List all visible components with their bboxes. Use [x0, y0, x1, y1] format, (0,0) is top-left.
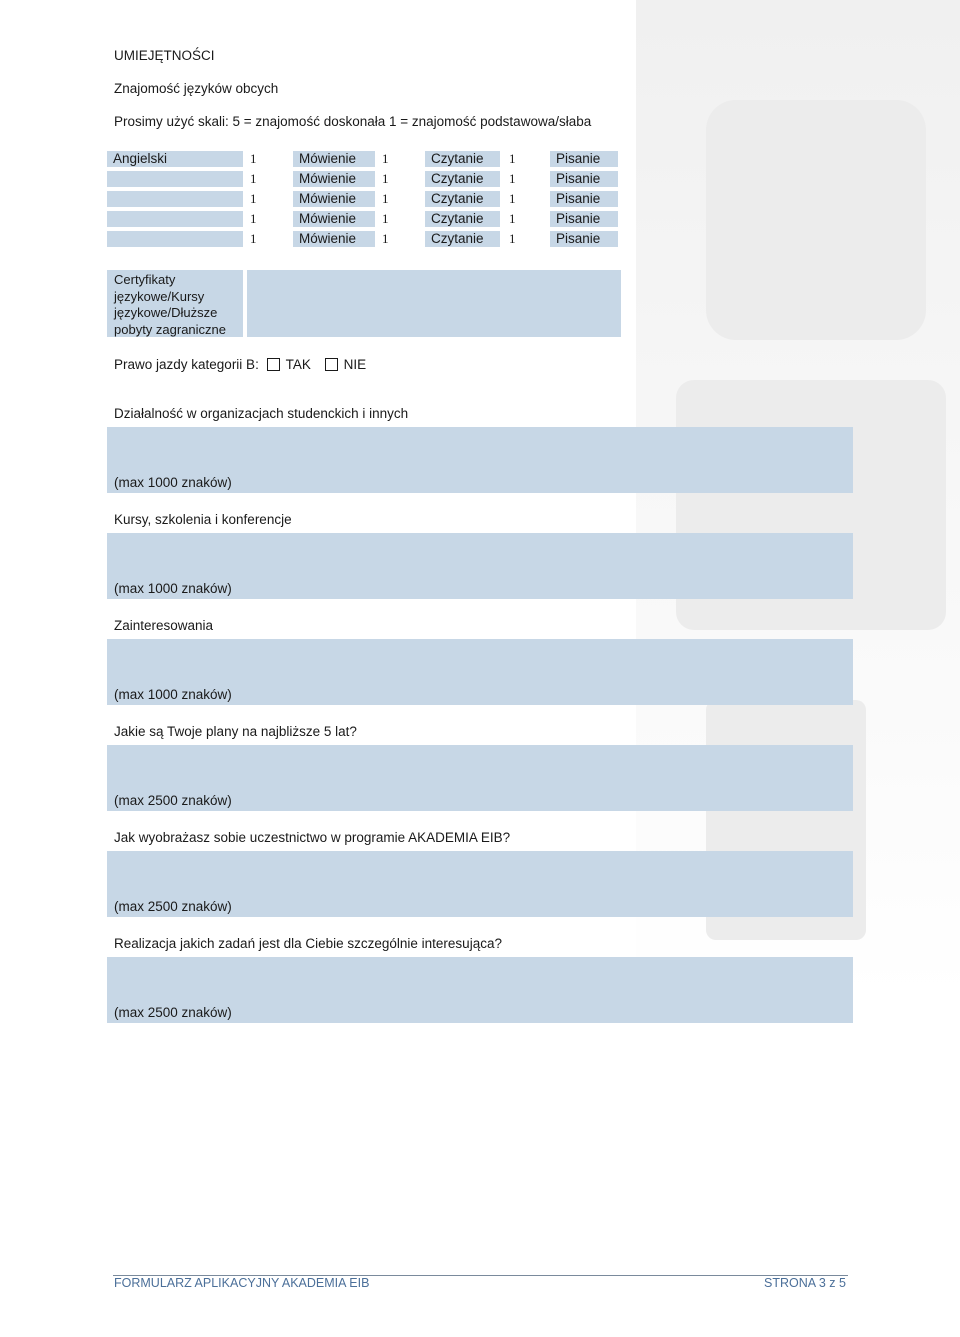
- reading-label: Czytanie: [425, 191, 500, 207]
- char-limit-hint: (max 2500 znaków): [114, 793, 232, 808]
- writing-label: Pisanie: [550, 231, 618, 247]
- writing-score-select[interactable]: 1: [509, 211, 516, 226]
- writing-label: Pisanie: [550, 191, 618, 207]
- reading-label: Czytanie: [425, 211, 500, 227]
- writing-label: Pisanie: [550, 211, 618, 227]
- char-limit-hint: (max 1000 znaków): [114, 687, 232, 702]
- certificates-label-line: Certyfikaty: [114, 272, 176, 287]
- language-name-field[interactable]: [107, 211, 243, 227]
- writing-score-select[interactable]: 1: [509, 171, 516, 186]
- reading-score-select[interactable]: 1: [382, 231, 389, 246]
- speaking-label: Mówienie: [293, 211, 375, 227]
- speaking-score-select[interactable]: 1: [250, 191, 257, 206]
- speaking-label: Mówienie: [293, 231, 375, 247]
- reading-score-select[interactable]: 1: [382, 211, 389, 226]
- reading-label: Czytanie: [425, 231, 500, 247]
- reading-label: Czytanie: [425, 151, 500, 167]
- license-no-checkbox[interactable]: [325, 358, 338, 371]
- speaking-score-select[interactable]: 1: [250, 151, 257, 166]
- certificates-label-line: językowe/Dłuższe: [114, 305, 218, 320]
- field-label-participation: Jak wyobrażasz sobie uczestnictwo w programie AKADEMIA EIB?: [114, 830, 511, 845]
- certificates-label-line: językowe/Kursy: [114, 288, 205, 304]
- language-name-field[interactable]: [107, 171, 243, 187]
- languages-heading: Znajomość języków obcych: [114, 81, 279, 96]
- field-label-interests: Zainteresowania: [114, 618, 214, 633]
- speaking-score-select[interactable]: 1: [250, 171, 257, 186]
- char-limit-hint: (max 1000 znaków): [114, 475, 232, 490]
- license-row: [114, 357, 366, 372]
- scale-note: Prosimy użyć skali: 5 = znajomość doskonała 1 = znajomość podstawowa/słaba: [114, 114, 592, 129]
- organizations-textarea[interactable]: [107, 427, 853, 493]
- tasks-textarea[interactable]: [107, 957, 853, 1023]
- speaking-label: Mówienie: [293, 151, 375, 167]
- reading-label: Czytanie: [425, 171, 500, 187]
- field-label-tasks: Realizacja jakich zadań jest dla Ciebie szczególnie interesująca?: [114, 936, 502, 951]
- writing-score-select[interactable]: 1: [509, 191, 516, 206]
- writing-label: Pisanie: [550, 151, 618, 167]
- char-limit-hint: (max 1000 znaków): [114, 581, 232, 596]
- license-yes-label: TAK: [285, 357, 311, 372]
- writing-label: Pisanie: [550, 171, 618, 187]
- char-limit-hint: (max 2500 znaków): [114, 1005, 232, 1020]
- license-label: Prawo jazdy kategorii B:: [114, 357, 259, 372]
- interests-textarea[interactable]: [107, 639, 853, 705]
- background-watermark: [636, 0, 960, 1000]
- speaking-label: Mówienie: [293, 191, 375, 207]
- footer-form-title: FORMULARZ APLIKACYJNY AKADEMIA EIB: [114, 1276, 370, 1290]
- writing-score-select[interactable]: 1: [509, 231, 516, 246]
- speaking-score-select[interactable]: 1: [250, 231, 257, 246]
- field-label-organizations: Działalność w organizacjach studenckich i innych: [114, 406, 409, 421]
- language-name-field[interactable]: Angielski: [107, 151, 243, 167]
- certificates-field[interactable]: [247, 270, 621, 337]
- section-title: UMIEJĘTNOŚCI: [114, 48, 215, 63]
- certificates-label-line: pobyty zagraniczne: [114, 321, 227, 337]
- license-no-label: NIE: [343, 357, 367, 372]
- reading-score-select[interactable]: 1: [382, 191, 389, 206]
- participation-textarea[interactable]: [107, 851, 853, 917]
- writing-score-select[interactable]: 1: [509, 151, 516, 166]
- speaking-label: Mówienie: [293, 171, 375, 187]
- language-name-field[interactable]: [107, 191, 243, 207]
- field-label-courses: Kursy, szkolenia i konferencje: [114, 512, 292, 527]
- footer-page-number: STRONA 3 z 5: [764, 1276, 846, 1290]
- field-label-plans: Jakie są Twoje plany na najbliższe 5 lat?: [114, 724, 357, 739]
- language-name-field[interactable]: [107, 231, 243, 247]
- license-yes-checkbox[interactable]: [267, 358, 280, 371]
- certificates-label: [107, 270, 243, 337]
- char-limit-hint: (max 2500 znaków): [114, 899, 232, 914]
- reading-score-select[interactable]: 1: [382, 171, 389, 186]
- courses-textarea[interactable]: [107, 533, 853, 599]
- plans-textarea[interactable]: [107, 745, 853, 811]
- reading-score-select[interactable]: 1: [382, 151, 389, 166]
- speaking-score-select[interactable]: 1: [250, 211, 257, 226]
- watermark-shape: [706, 100, 926, 340]
